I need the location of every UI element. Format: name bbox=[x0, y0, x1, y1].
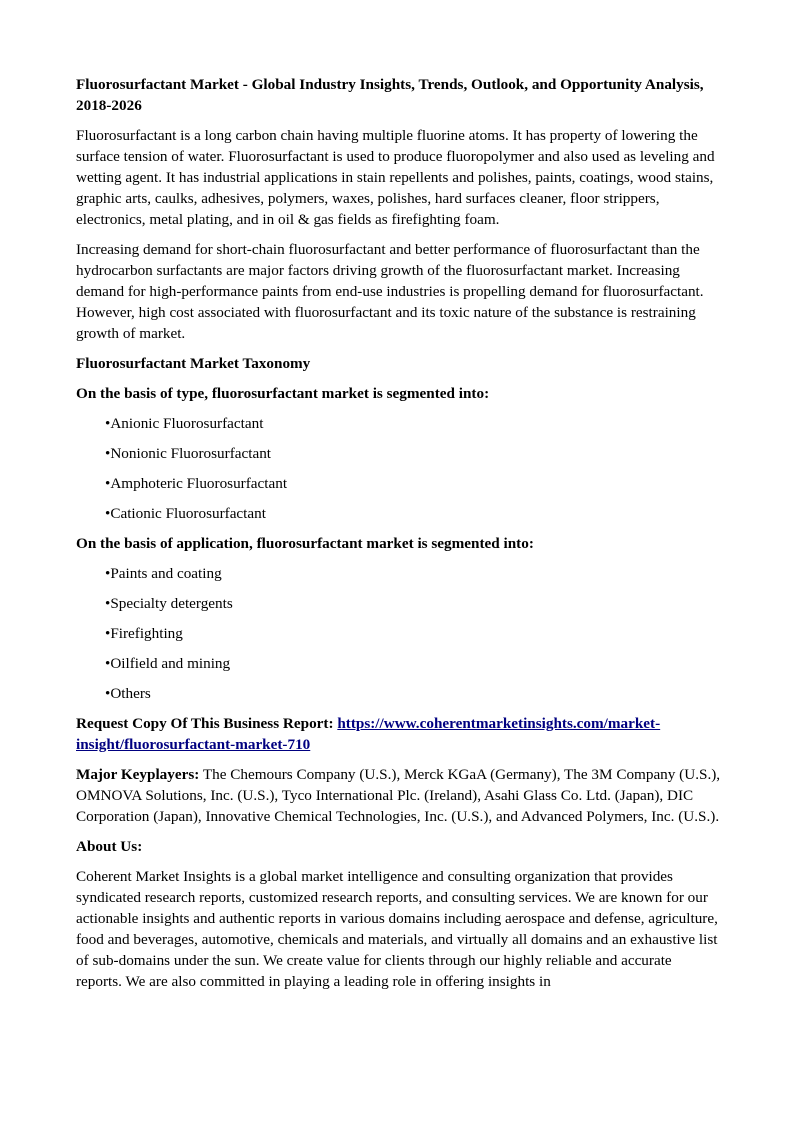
drivers-paragraph: Increasing demand for short-chain fluorosurfactant and better performance of fluorosurfactant than the hydrocarbon surfactants are major factors driving growth of the fluorosurfactant market. Increasing demand for high-performance paints from end-use industries is propelling demand for fluorosurfactant. However, high cost associated with fluorosurfactant and its toxic nature of the substance is restraining growth of market. bbox=[76, 241, 704, 342]
about-paragraph: Coherent Market Insights is a global market intelligence and consulting organization that provides syndicated research reports, customized research reports, and consulting services. We are known for our actionable insights and authentic reports in various domains including aerospace and defense, agriculture, food and beverages, automotive, chemicals and materials, and virtually all domains and an exhaustive list of sub-domains under the sun. We create value for clients through our highly reliable and accurate reports. We are also committed in playing a leading role in offering insights in bbox=[76, 868, 718, 990]
intro-paragraph: Fluorosurfactant is a long carbon chain having multiple fluorine atoms. It has property of lowering the surface tension of water. Fluorosurfactant is used to produce fluoropolymer and also used as leveling and wetting agent. It has industrial applications in stain repellents and polishes, paints, coatings, wood stains, graphic arts, caulks, adhesives, polymers, waxes, polishes, hard surfaces cleaner, floor strippers, electronics, metal plating, and in oil & gas fields as firefighting foam. bbox=[76, 127, 715, 228]
report-link[interactable]: https://www.coherentmarketinsights.com/market-insight/fluorosurfactant-market-710 bbox=[76, 715, 661, 753]
keyplayers-text: The Chemours Company (U.S.), Merck KGaA (Germany), The 3M Company (U.S.), OMNOVA Solutions, Inc. (U.S.), Tyco International Plc. (Ireland), Asahi Glass Co. Ltd. (Japan), DIC Corporation (Japan), Innovative Chemical Technologies, Inc. (U.S.), and Advanced Polymers, Inc. (U.S.). bbox=[76, 766, 721, 825]
type-item-cationic: •Cationic Fluorosurfactant bbox=[105, 505, 266, 522]
application-item-paints: •Paints and coating bbox=[105, 565, 222, 582]
major-keyplayers bbox=[76, 764, 721, 827]
application-item-detergents: •Specialty detergents bbox=[105, 595, 233, 612]
application-item-oilfield: •Oilfield and mining bbox=[105, 655, 231, 672]
type-item-anionic: •Anionic Fluorosurfactant bbox=[105, 415, 264, 432]
type-item-amphoteric: •Amphoteric Fluorosurfactant bbox=[105, 475, 288, 492]
taxonomy-heading: Fluorosurfactant Market Taxonomy bbox=[76, 355, 311, 372]
request-copy-label: Request Copy Of This Business Report: bbox=[76, 715, 338, 732]
document-page bbox=[76, 74, 721, 1001]
application-item-firefighting: •Firefighting bbox=[105, 625, 183, 642]
application-heading: On the basis of application, fluorosurfactant market is segmented into: bbox=[76, 535, 534, 552]
document-title: Fluorosurfactant Market - Global Industry Insights, Trends, Outlook, and Opportunity Analysis, 2018-2026 bbox=[76, 76, 704, 114]
type-item-nonionic: •Nonionic Fluorosurfactant bbox=[105, 445, 272, 462]
keyplayers-label: Major Keyplayers: bbox=[76, 766, 200, 783]
type-heading: On the basis of type, fluorosurfactant market is segmented into: bbox=[76, 385, 490, 402]
about-heading: About Us: bbox=[76, 838, 143, 855]
request-copy bbox=[76, 713, 721, 755]
application-item-others: •Others bbox=[105, 685, 151, 702]
